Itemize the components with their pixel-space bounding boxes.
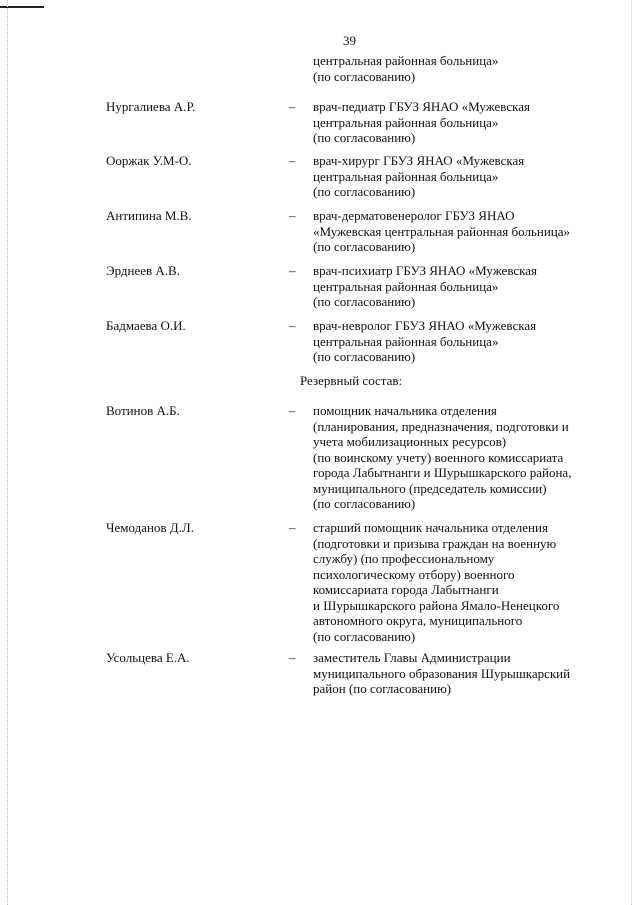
dash: – <box>289 263 296 278</box>
member-name: Усольцева Е.А. <box>106 650 190 665</box>
continuation-line: (по согласованию) <box>313 69 416 84</box>
page-number: 39 <box>343 33 356 48</box>
member-name: Чемоданов Д.Л. <box>106 520 194 535</box>
scan-edge-right <box>631 0 632 905</box>
dash: – <box>289 153 296 168</box>
member-name: Нургалиева А.Р. <box>106 99 196 114</box>
member-name: Вотинов А.Б. <box>106 403 180 418</box>
member-position: старший помощник начальника отделения (подготовки и призыва граждан на военную службу) (по профессиональному психологическому отбору) военного комиссариата города Лабытнанги и Шурышкарского района Ямало-Ненецкого автономного округа, муниципального (по согласованию) <box>313 520 560 644</box>
dash: – <box>289 318 296 333</box>
continuation-line: центральная районная больница» <box>313 53 499 68</box>
member-name: Антипина М.В. <box>106 208 192 223</box>
member-name: Эрднеев А.В. <box>106 263 180 278</box>
member-name: Ооржак У.М-О. <box>106 153 192 168</box>
member-position: врач-психиатр ГБУЗ ЯНАО «Мужевская центральная районная больница» (по согласованию) <box>313 263 538 309</box>
dash: – <box>289 520 296 535</box>
dash: – <box>289 208 296 223</box>
member-position: врач-дерматовенеролог ГБУЗ ЯНАО «Мужевская центральная районная больница» (по согласованию) <box>313 208 571 254</box>
reserve-heading: Резервный состав: <box>300 373 403 388</box>
scan-edge-left <box>7 0 8 905</box>
member-position: врач-хирург ГБУЗ ЯНАО «Мужевская центральная районная больница» (по согласованию) <box>313 153 525 199</box>
member-name: Бадмаева О.И. <box>106 318 186 333</box>
dash: – <box>289 99 296 114</box>
member-position: помощник начальника отделения (планирования, предназначения, подготовки и учета мобилизационных ресурсов) (по воинскому учету) военного комиссариата города Лабытнанги и Шурышкарского района, муниципального (председатель комиссии) (по согласованию) <box>313 403 572 511</box>
member-position: врач-невролог ГБУЗ ЯНАО «Мужевская центральная районная больница» (по согласованию) <box>313 318 537 364</box>
dash: – <box>289 650 296 665</box>
dash: – <box>289 403 296 418</box>
member-position: заместитель Главы Администрации муниципального образования Шурышкарский район (по согласованию) <box>313 650 571 696</box>
member-position: врач-педиатр ГБУЗ ЯНАО «Мужевская центральная районная больница» (по согласованию) <box>313 99 531 145</box>
